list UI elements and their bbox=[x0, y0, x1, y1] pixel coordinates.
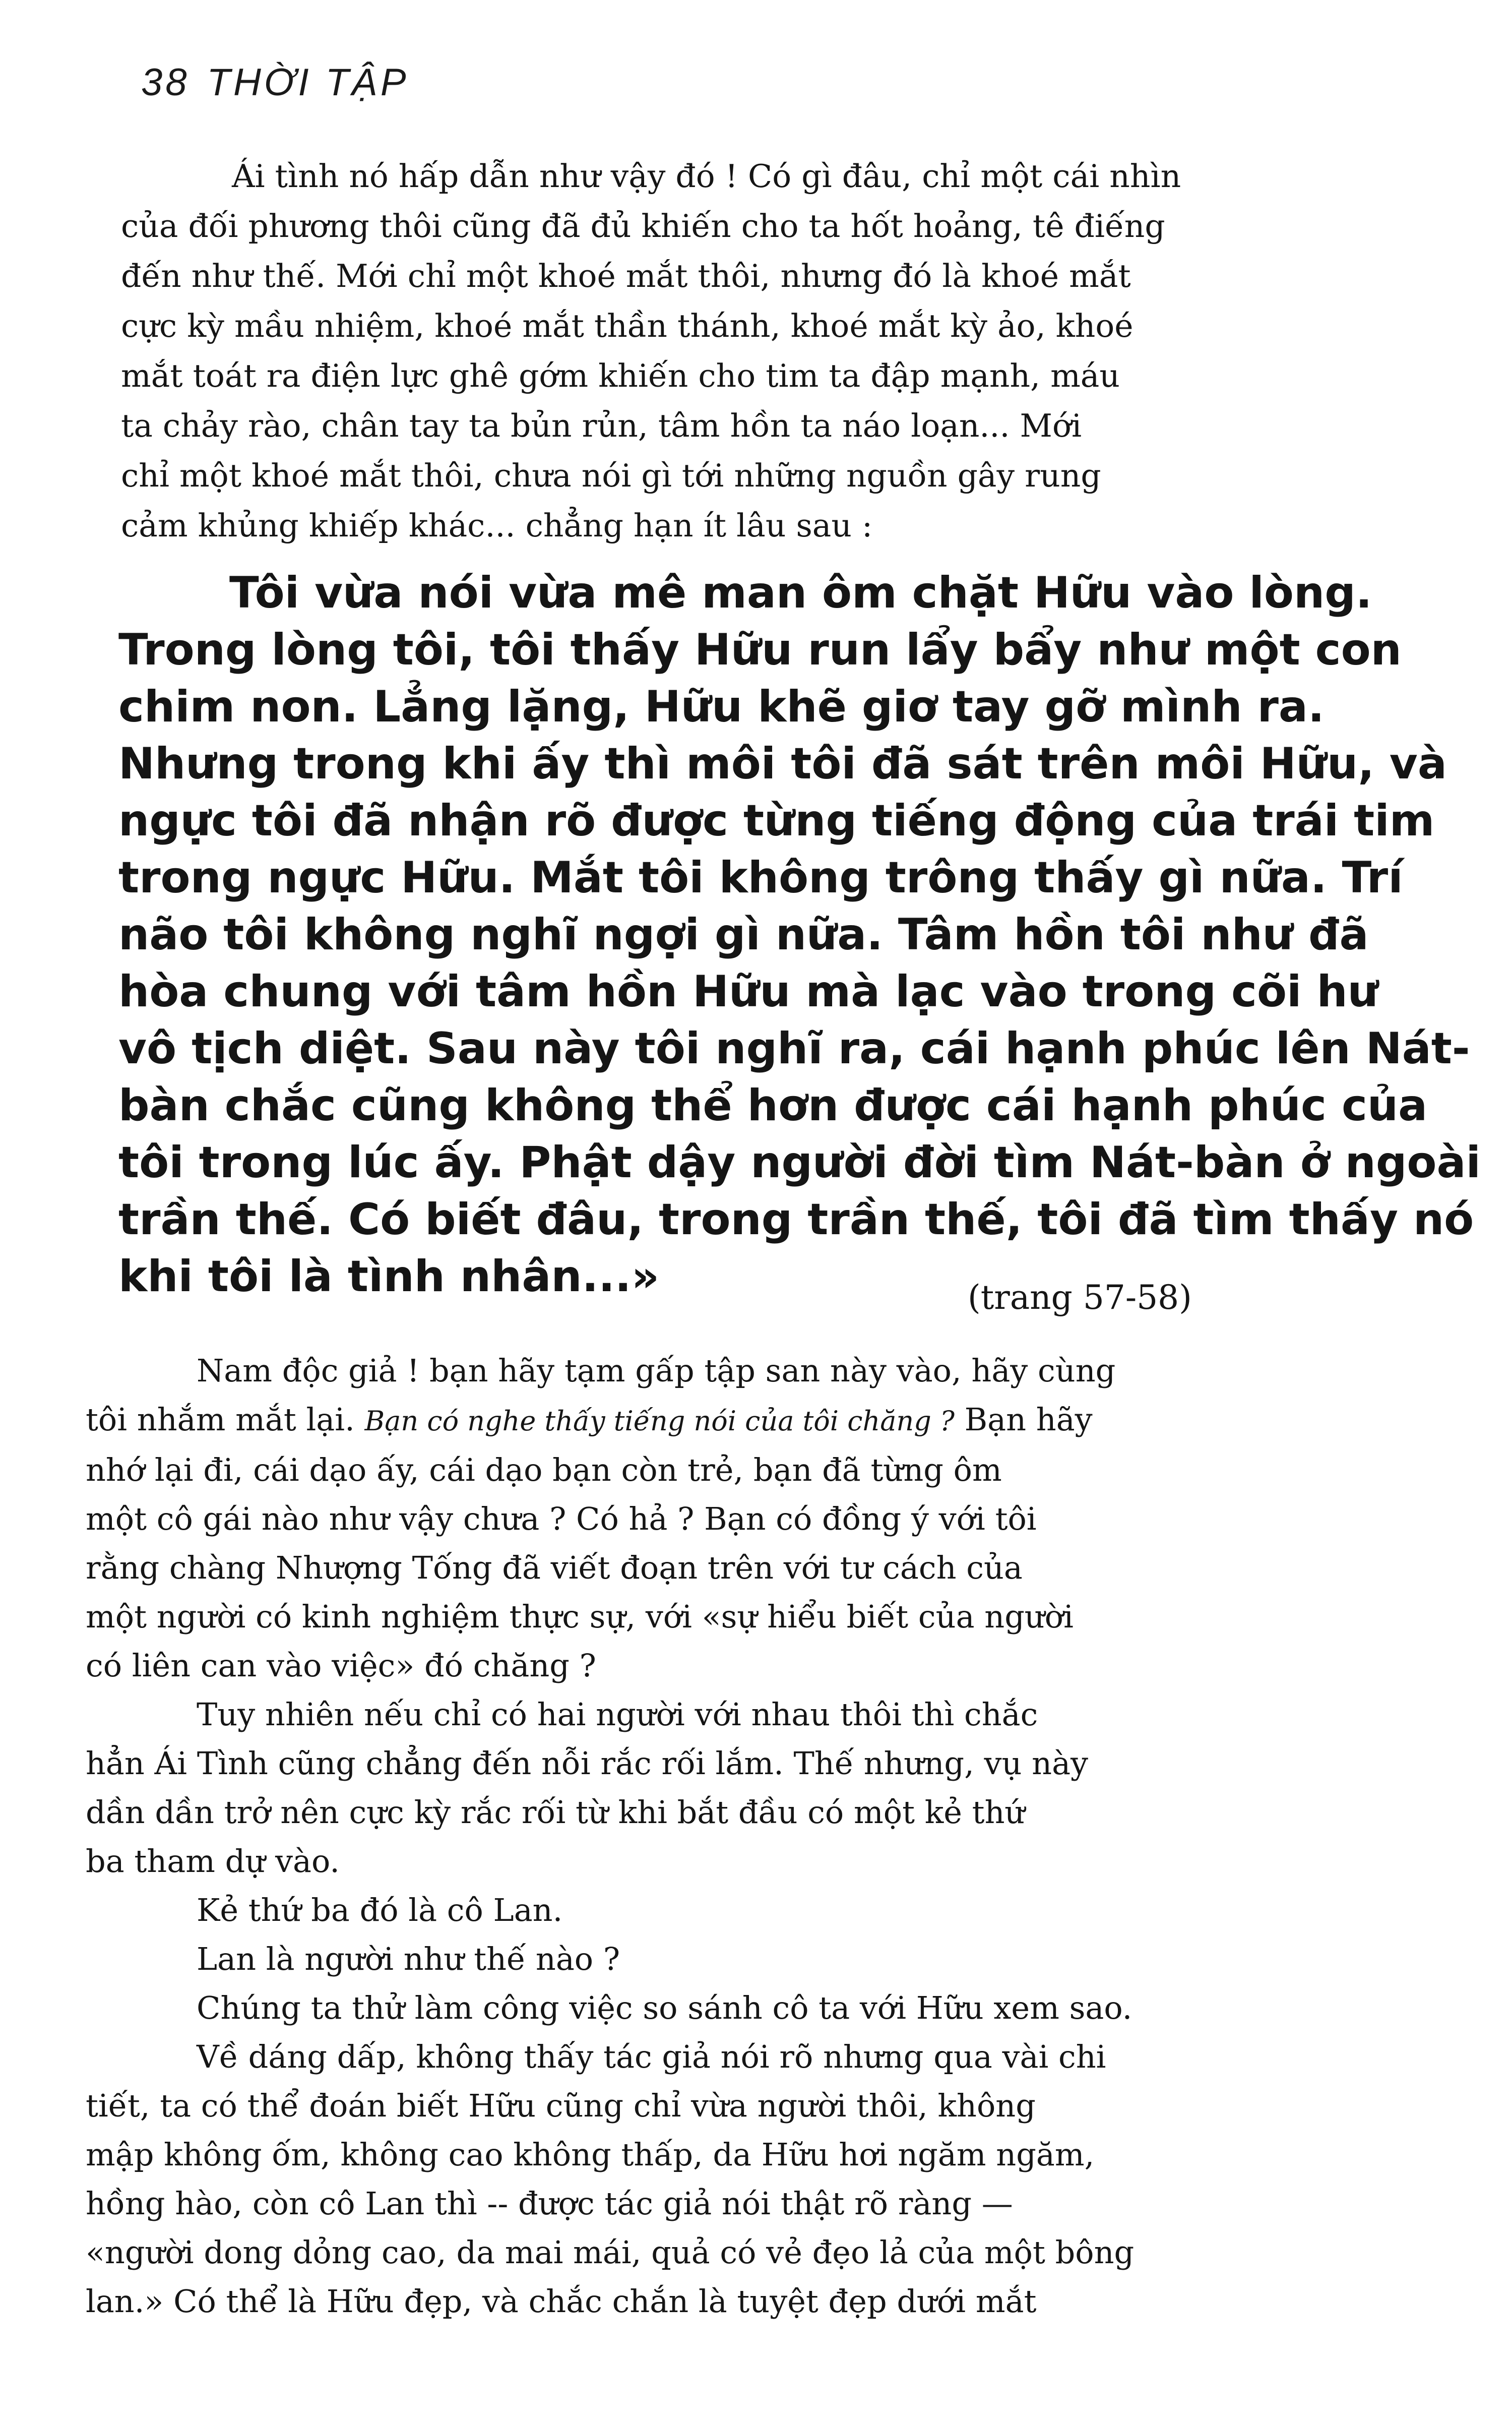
text-line: ba tham dự vào. bbox=[86, 1843, 340, 1880]
text-line: ta chảy rào, chân tay ta bủn rủn, tâm hồn ta náo loạn... Mới bbox=[121, 407, 1082, 444]
text-line: cực kỳ mầu nhiệm, khoé mắt thần thánh, khoé mắt kỳ ảo, khoé bbox=[121, 308, 1133, 344]
text-line: cảm khủng khiếp khác... chẳng hạn ít lâu sau : bbox=[121, 507, 873, 544]
text-line: Về dáng dấp, không thấy tác giả nói rõ nhưng qua vài chi bbox=[197, 2038, 1106, 2075]
text-line: của đối phương thôi cũng đã đủ khiến cho ta hốt hoảng, tê điếng bbox=[121, 208, 1165, 245]
text-line: dần dần trở nên cực kỳ rắc rối từ khi bắt đầu có một kẻ thứ bbox=[86, 1794, 1025, 1831]
quote-line: khi tôi là tình nhân...» bbox=[118, 1251, 660, 1302]
text-line: một người có kinh nghiệm thực sự, với «sự hiểu biết của người bbox=[86, 1598, 1074, 1635]
text-line: «người dong dỏng cao, da mai mái, quả có vẻ đẹo lả của một bông bbox=[86, 2234, 1135, 2271]
quote-line: trần thế. Có biết đâu, trong trần thế, tôi đã tìm thấy nó bbox=[118, 1194, 1474, 1245]
text-line: tiết, ta có thể đoán biết Hữu cũng chỉ vừa người thôi, không bbox=[86, 2087, 1036, 2124]
quote-citation: (trang 57-58) bbox=[968, 1278, 1192, 1317]
text-line: Nam độc giả ! bạn hãy tạm gấp tập san này vào, hãy cùng bbox=[197, 1352, 1116, 1389]
block-quote bbox=[118, 565, 1481, 1305]
quote-line: bàn chắc cũng không thể hơn được cái hạnh phúc của bbox=[118, 1080, 1428, 1131]
text-line: hồng hào, còn cô Lan thì -- được tác giả nói thật rõ ràng — bbox=[86, 2185, 1013, 2222]
text-run: tôi nhắm mắt lại. bbox=[86, 1401, 365, 1438]
quote-line: Tôi vừa nói vừa mê man ôm chặt Hữu vào lòng. bbox=[229, 568, 1372, 618]
text-line: có liên can vào việc» đó chăng ? bbox=[86, 1647, 596, 1684]
intro-paragraph bbox=[121, 151, 1401, 551]
text-line: Tuy nhiên nếu chỉ có hai người với nhau thôi thì chắc bbox=[197, 1696, 1038, 1733]
text-line: đến như thế. Mới chỉ một khoé mắt thôi, nhưng đó là khoé mắt bbox=[121, 258, 1131, 294]
text-line: Kẻ thứ ba đó là cô Lan. bbox=[197, 1892, 563, 1928]
text-line: mập không ốm, không cao không thấp, da Hữu hơi ngăm ngăm, bbox=[86, 2136, 1095, 2173]
text-line: Chúng ta thử làm công việc so sánh cô ta với Hữu xem sao. bbox=[197, 1989, 1132, 2026]
page-number: 38 bbox=[141, 61, 190, 104]
text-line: rằng chàng Nhượng Tống đã viết đoạn trên với tư cách của bbox=[86, 1549, 1023, 1586]
text-line: một cô gái nào như vậy chưa ? Có hả ? Bạn có đồng ý với tôi bbox=[86, 1500, 1037, 1537]
italic-run: Bạn có nghe thấy tiếng nói của tôi chăng ? bbox=[364, 1405, 955, 1437]
text-line: lan.» Có thể là Hữu đẹp, và chắc chắn là tuyệt đẹp dưới mắt bbox=[86, 2283, 1037, 2320]
quote-line: hòa chung với tâm hồn Hữu mà lạc vào trong cõi hư bbox=[118, 966, 1378, 1017]
text-line: nhớ lại đi, cái dạo ấy, cái dạo bạn còn trẻ, bạn đã từng ôm bbox=[86, 1451, 1002, 1488]
body-text bbox=[86, 1346, 1356, 2326]
quote-line: ngực tôi đã nhận rõ được từng tiếng động của trái tim bbox=[118, 796, 1435, 846]
text-line: Lan là người như thế nào ? bbox=[197, 1941, 620, 1977]
quote-line: Trong lòng tôi, tôi thấy Hữu run lẩy bẩy như một con bbox=[118, 625, 1402, 675]
text-line: hẳn Ái Tình cũng chẳng đến nỗi rắc rối lắm. Thế nhưng, vụ này bbox=[86, 1745, 1089, 1782]
quote-line: chim non. Lẳng lặng, Hữu khẽ giơ tay gỡ mình ra. bbox=[118, 682, 1325, 732]
quote-line: não tôi không nghĩ ngợi gì nữa. Tâm hồn tôi như đã bbox=[118, 910, 1369, 960]
quote-line: trong ngực Hữu. Mắt tôi không trông thấy gì nữa. Trí bbox=[118, 853, 1403, 903]
text-line: mắt toát ra điện lực ghê gớm khiến cho tim ta đập mạnh, máu bbox=[121, 357, 1120, 394]
text-run: Bạn hãy bbox=[954, 1401, 1093, 1438]
page-header bbox=[141, 60, 409, 104]
text-line: Ái tình nó hấp dẫn như vậy đó ! Có gì đâu, chỉ một cái nhìn bbox=[232, 158, 1181, 195]
text-line: chỉ một khoé mắt thôi, chưa nói gì tới những nguồn gây rung bbox=[121, 457, 1101, 494]
quote-line: vô tịch diệt. Sau này tôi nghĩ ra, cái hạnh phúc lên Nát- bbox=[118, 1023, 1470, 1074]
quote-line: Nhưng trong khi ấy thì môi tôi đã sát trên môi Hữu, và bbox=[118, 739, 1447, 789]
running-title: THỜI TẬP bbox=[207, 61, 409, 104]
text-line-mixed bbox=[86, 1395, 1356, 1445]
quote-line: tôi trong lúc ấy. Phật dậy người đời tìm Nát-bàn ở ngoài bbox=[118, 1137, 1481, 1188]
